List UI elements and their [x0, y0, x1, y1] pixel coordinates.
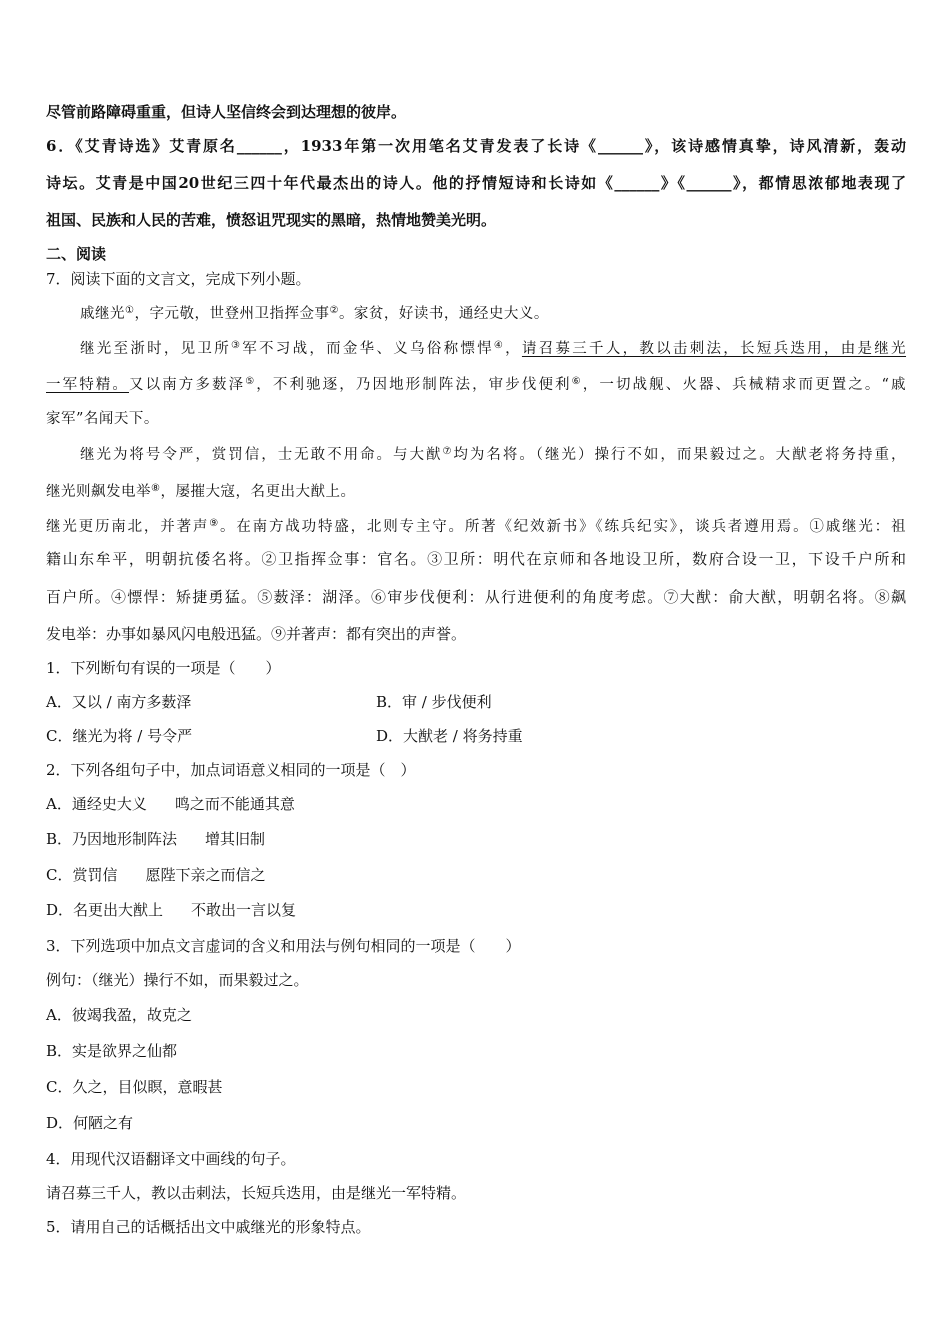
option-sentence-1: B．乃因地形制阵法	[46, 830, 178, 848]
passage-text: 戚继光	[80, 306, 125, 322]
option-sentence-1: C．赏罚信	[46, 866, 118, 884]
underlined-sentence: 请召募三千人，教以击刺法，长短兵迭用，由是继光	[521, 341, 907, 357]
footnote-marker: ②	[329, 305, 339, 316]
passage-text: ，字元敬，世登州卫指挥佥事	[134, 306, 330, 322]
sub3-option-c: C．久之，目似瞑，意暇甚	[46, 1078, 223, 1096]
notes-line-1: 籍山东牟平，明朝抗倭名将。②卫指挥佥事：官名。③卫所：明代在京师和各地设卫所，数府合设一卫，下设千户所和	[46, 550, 906, 568]
sub3-option-a: A．彼竭我盈，故克之	[46, 1006, 192, 1024]
sub5-stem: 5．请用自己的话概括出文中戚继光的形象特点。	[46, 1218, 371, 1236]
sub4-sentence: 请召募三千人，教以击刺法，长短兵迭用，由是继光一军特精。	[46, 1184, 467, 1202]
sub2-stem: 2．下列各组句子中，加点词语意义相同的一项是（ ）	[46, 761, 416, 779]
footnote-marker: ⑤	[245, 376, 257, 387]
sub3-option-b: B．实是欲界之仙都	[46, 1042, 178, 1060]
q6-line-2: 诗坛。艾青是中国20世纪三四十年代最杰出的诗人。他的抒情短诗和长诗如《______》《______》，都情思浓郁地表现了	[46, 174, 906, 192]
sub1-row-cd	[46, 725, 906, 747]
passage-p2-line-2	[46, 371, 906, 396]
passage-text: ，一切战舰、火器、兵械精求而更置之。“戚	[582, 377, 907, 393]
sub2-option-c	[46, 864, 906, 886]
option-sentence-2: 增其旧制	[205, 830, 266, 848]
footnote-marker: ①	[125, 305, 135, 316]
footnote-marker: ⑦	[442, 446, 454, 457]
notes-line-2: 百户所。④慓悍：矫捷勇猛。⑤薮泽：湖泽。⑥审步伐便利：从行进便利的角度考虑。⑦大猷：俞大猷，明朝名将。⑧飙	[46, 588, 906, 606]
passage-text: 。在南方战功特盛，北则专主守。所著《纪效新书》《练兵纪实》，谈兵者遵用焉。①戚继光：祖	[220, 519, 907, 535]
passage-text: ，屡摧大寇，名更出大猷上。	[160, 484, 356, 500]
footnote-marker: ⑧	[151, 483, 161, 494]
sub3-option-d: D．何陋之有	[46, 1114, 134, 1132]
option-sentence-2: 鸣之而不能通其意	[174, 795, 295, 813]
sub3-stem: 3．下列选项中加点文言虚词的含义和用法与例句相同的一项是（ ）	[46, 937, 521, 955]
sub1-row-ab	[46, 691, 906, 713]
sub1-option-a: A．又以 / 南方多薮泽	[46, 693, 192, 711]
passage-text: 均为名将。（继光）操行不如，而果毅过之。大猷老将务持重，	[453, 447, 907, 463]
passage-p2-line-1	[80, 335, 906, 360]
footnote-marker: ⑥	[571, 376, 583, 387]
sub1-option-d: D．大猷老 / 将务持重	[376, 727, 523, 745]
q5-tail: 尽管前路障碍重重，但诗人坚信终会到达理想的彼岸。	[46, 103, 407, 121]
underlined-sentence: 一军特精。	[46, 377, 129, 393]
passage-text: 继光则飙发电举	[46, 484, 151, 500]
passage-text: 。家贫，好读书，通经史大义。	[338, 306, 549, 322]
q6-line-3: 祖国、民族和人民的苦难，愤怒诅咒现实的黑暗，热情地赞美光明。	[46, 211, 497, 229]
footnote-marker: ③	[231, 340, 243, 351]
passage-p3-line-2	[46, 478, 906, 503]
sub2-option-b	[46, 828, 906, 850]
passage-text: ，	[505, 341, 522, 357]
passage-text: 继光为将号令严，赏罚信，士无敢不用命。与大猷	[80, 447, 443, 463]
passage-p1	[80, 300, 906, 325]
passage-text: 继光至浙时，见卫所	[80, 341, 231, 357]
q7-prompt: 7．阅读下面的文言文，完成下列小题。	[46, 270, 311, 288]
sub3-example: 例句：（继光）操行不如，而果毅过之。	[46, 971, 309, 989]
option-sentence-2: 愿陛下亲之而信之	[145, 866, 266, 884]
passage-text: 又以南方多薮泽	[129, 377, 246, 393]
sub1-stem: 1．下列断句有误的一项是（ ）	[46, 659, 281, 677]
footnote-marker: ⑨	[209, 518, 221, 529]
notes-line-3: 发电举：办事如暴风闪电般迅猛。⑨并著声：都有突出的声誉。	[46, 625, 467, 643]
sub1-option-c: C．继光为将 / 号令严	[46, 727, 193, 745]
sub2-option-d	[46, 899, 906, 921]
passage-p4-line-1	[46, 513, 906, 538]
passage-text: ，不利驰逐，乃因地形制阵法，审步伐便利	[256, 377, 572, 393]
sub2-option-a	[46, 793, 906, 815]
passage-text: 继光更历南北，并著声	[46, 519, 210, 535]
option-sentence-1: D．名更出大猷上	[46, 901, 164, 919]
option-sentence-1: A．通经史大义	[46, 795, 147, 813]
option-sentence-2: 不敢出一言以复	[191, 901, 297, 919]
passage-p3-line-1	[80, 441, 906, 466]
sub1-option-b: B．审 / 步伐便利	[376, 693, 492, 711]
section-title: 二、阅读	[46, 245, 107, 263]
q6-line-1: 6．《艾青诗选》艾青原名______，1933年第一次用笔名艾青发表了长诗《______》，该诗感情真挚，诗风清新，轰动	[46, 137, 906, 155]
passage-p2-line-3: 家军”名闻天下。	[46, 411, 159, 427]
footnote-marker: ④	[493, 340, 506, 351]
sub4-stem: 4．用现代汉语翻译文中画线的句子。	[46, 1150, 296, 1168]
passage-text: 军不习战，而金华、义乌俗称慓悍	[242, 341, 494, 357]
